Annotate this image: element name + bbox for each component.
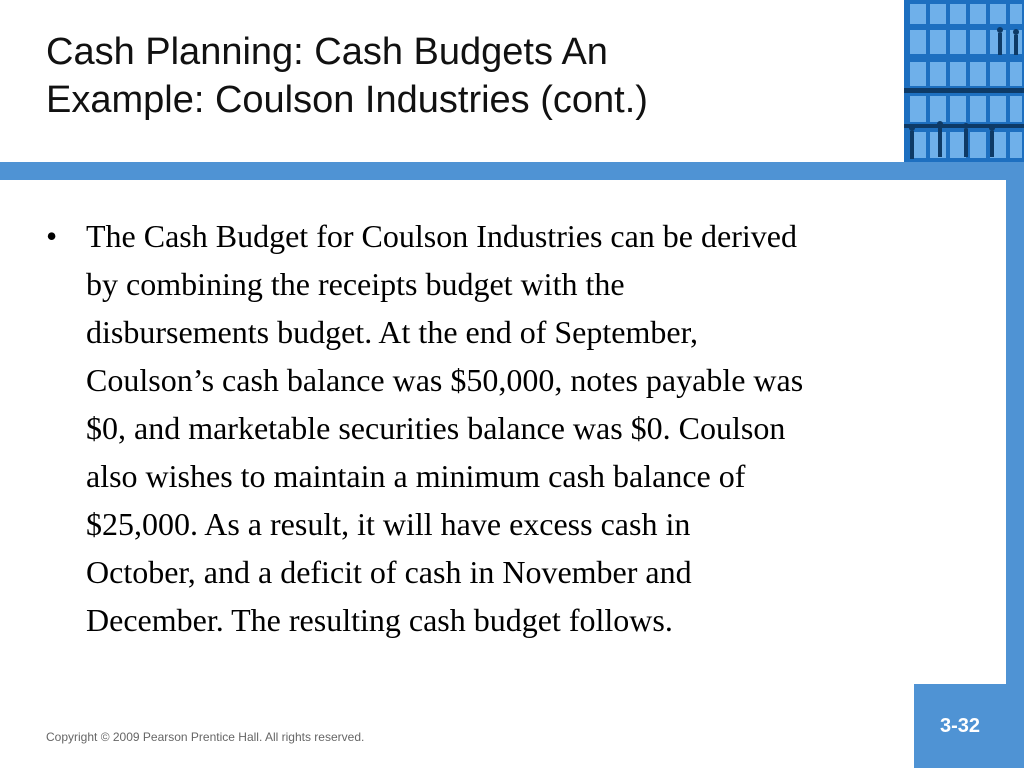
office-windows-silhouettes-image xyxy=(904,0,1024,162)
bullet-text-line: $25,000. As a result, it will have excess cash in xyxy=(86,506,691,542)
bullet-text-line: also wishes to maintain a minimum cash balance of xyxy=(86,458,746,494)
bullet-marker: • xyxy=(46,218,58,254)
header-divider-bar xyxy=(0,162,1024,180)
bullet-text-line: by combining the receipts budget with the xyxy=(86,266,625,302)
right-edge-bar xyxy=(1006,180,1024,768)
slide-title-line: Example: Coulson Industries (cont.) xyxy=(46,79,648,121)
page-number-box xyxy=(914,684,1006,768)
bullet-text-line: disbursements budget. At the end of September, xyxy=(86,314,698,350)
slide-body xyxy=(46,212,986,644)
bullet-text xyxy=(86,212,986,644)
bullet-text-line: The Cash Budget for Coulson Industries can be derived xyxy=(86,218,797,254)
bullet-text-line: Coulson’s cash balance was $50,000, notes payable was xyxy=(86,362,804,398)
bullet-text-line: December. The resulting cash budget follows. xyxy=(86,602,673,638)
bullet-text-line: $0, and marketable securities balance was $0. Coulson xyxy=(86,410,786,446)
slide-title xyxy=(46,28,886,124)
slide-title-line: Cash Planning: Cash Budgets An xyxy=(46,31,608,73)
bullet-text-line: October, and a deficit of cash in November and xyxy=(86,554,692,590)
copyright-footer: Copyright © 2009 Pearson Prentice Hall. All rights reserved. xyxy=(46,730,365,744)
page-number: 3-32 xyxy=(939,714,981,737)
header-photo-image xyxy=(904,0,1024,162)
bullet-item xyxy=(46,212,986,644)
